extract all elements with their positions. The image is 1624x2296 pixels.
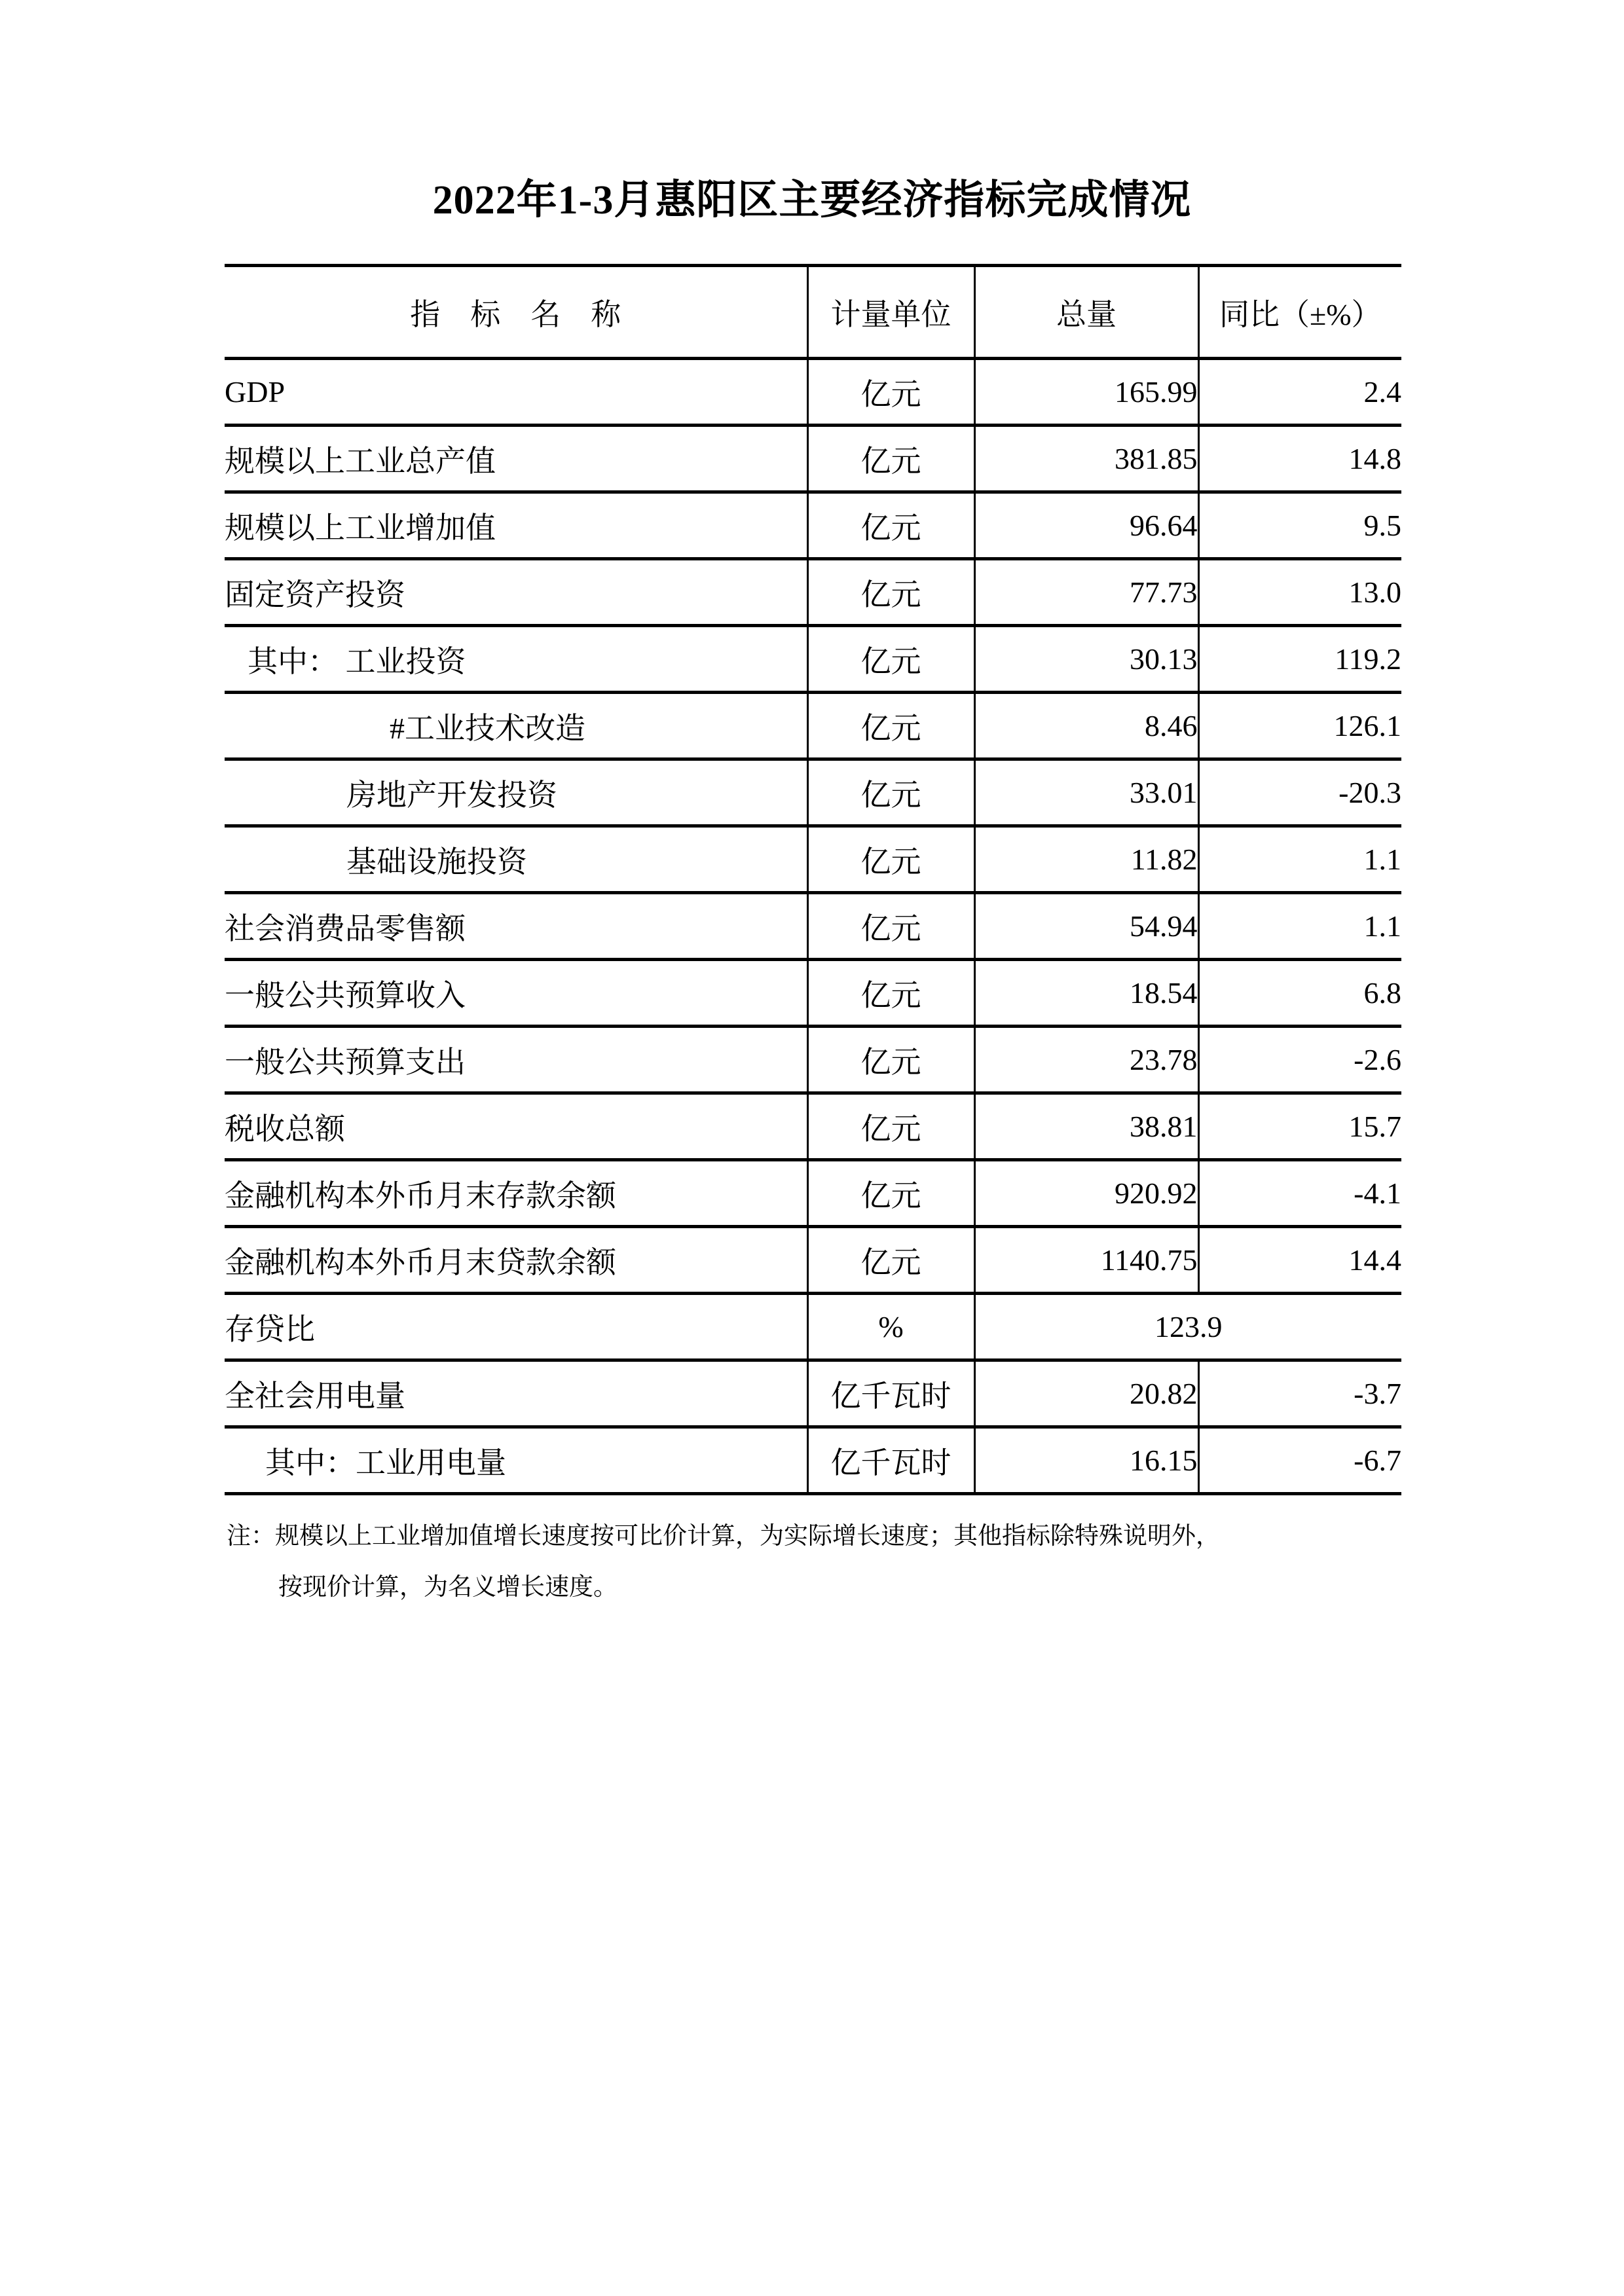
total-value-cell: 96.64 — [974, 492, 1198, 559]
total-value-cell: 20.82 — [974, 1360, 1198, 1427]
unit-cell: 亿元 — [807, 826, 974, 893]
table-row — [225, 626, 1401, 693]
table-row — [225, 1093, 1401, 1160]
table-row — [225, 359, 1401, 426]
unit-cell: 亿元 — [807, 492, 974, 559]
unit-cell: 亿元 — [807, 1227, 974, 1294]
yoy-value-cell: 1.1 — [1198, 826, 1401, 893]
yoy-value-cell: 119.2 — [1198, 626, 1401, 693]
total-value-cell: 8.46 — [974, 693, 1198, 759]
table-row — [225, 1227, 1401, 1294]
total-value-cell: 18.54 — [974, 960, 1198, 1027]
table-row — [225, 759, 1401, 826]
indicator-name-cell: 税收总额 — [225, 1112, 345, 1146]
total-value-cell: 11.82 — [974, 826, 1198, 893]
indicator-name-cell: 固定资产投资 — [225, 577, 405, 611]
document-title: 2022年1-3月惠阳区主要经济指标完成情况 — [432, 178, 1192, 223]
indicator-name-cell: 基础设施投资 — [346, 845, 527, 879]
total-value-cell: 54.94 — [974, 893, 1198, 960]
table-footnote — [227, 1511, 1412, 1613]
yoy-value-cell: -3.7 — [1198, 1360, 1401, 1427]
column-header-yoy: 同比（±%） — [1198, 266, 1401, 359]
yoy-value-cell: -4.1 — [1198, 1160, 1401, 1227]
indicator-name-cell: #工业技术改造 — [390, 711, 585, 745]
indicator-name-cell: 其中： 工业投资 — [248, 644, 466, 678]
yoy-value-cell: 15.7 — [1198, 1093, 1401, 1160]
unit-cell: 亿元 — [807, 893, 974, 960]
indicators-table — [225, 264, 1401, 1495]
total-value-cell: 123.9 — [974, 1294, 1401, 1360]
unit-cell: 亿元 — [807, 626, 974, 693]
total-value-cell: 1140.75 — [974, 1227, 1198, 1294]
yoy-value-cell: 2.4 — [1198, 359, 1401, 426]
yoy-value-cell: 14.8 — [1198, 426, 1401, 492]
column-header-indicator-name: 指 标 名 称 — [410, 297, 621, 331]
indicator-name-cell: GDP — [225, 375, 286, 409]
total-value-cell: 30.13 — [974, 626, 1198, 693]
total-value-cell: 381.85 — [974, 426, 1198, 492]
indicator-name-cell: 金融机构本外币月末存款余额 — [225, 1178, 616, 1212]
unit-cell: 亿元 — [807, 759, 974, 826]
total-value-cell: 920.92 — [974, 1160, 1198, 1227]
table-row — [225, 693, 1401, 759]
indicator-name-cell: 金融机构本外币月末贷款余额 — [225, 1245, 616, 1279]
footnote-line-2: 按现价计算，为名义增长速度。 — [278, 1574, 618, 1601]
unit-cell: 亿元 — [807, 359, 974, 426]
table-header-row — [225, 266, 1401, 359]
indicator-name-cell: 其中：工业用电量 — [265, 1446, 506, 1480]
table-row — [225, 426, 1401, 492]
indicator-name-cell: 规模以上工业总产值 — [225, 444, 496, 478]
indicator-name-cell: 全社会用电量 — [225, 1379, 405, 1413]
unit-cell: 亿元 — [807, 1093, 974, 1160]
yoy-value-cell: 14.4 — [1198, 1227, 1401, 1294]
indicator-name-cell: 一般公共预算收入 — [225, 978, 466, 1012]
table-row — [225, 492, 1401, 559]
table-row — [225, 826, 1401, 893]
table-row — [225, 1027, 1401, 1093]
yoy-value-cell: 13.0 — [1198, 559, 1401, 626]
indicator-name-cell: 一般公共预算支出 — [225, 1045, 466, 1079]
indicator-name-cell: 社会消费品零售额 — [225, 911, 466, 945]
indicator-name-cell: 房地产开发投资 — [346, 778, 557, 812]
column-header-unit: 计量单位 — [807, 266, 974, 359]
indicator-name-cell: 规模以上工业增加值 — [225, 511, 496, 545]
yoy-value-cell: 6.8 — [1198, 960, 1401, 1027]
total-value-cell: 77.73 — [974, 559, 1198, 626]
unit-cell: 亿元 — [807, 1027, 974, 1093]
unit-cell: 亿元 — [807, 559, 974, 626]
table-row — [225, 1294, 1401, 1360]
yoy-value-cell: 126.1 — [1198, 693, 1401, 759]
column-header-total: 总量 — [974, 266, 1198, 359]
table-row — [225, 893, 1401, 960]
total-value-cell: 33.01 — [974, 759, 1198, 826]
yoy-value-cell: 1.1 — [1198, 893, 1401, 960]
unit-cell: 亿元 — [807, 960, 974, 1027]
unit-cell: 亿千瓦时 — [807, 1427, 974, 1494]
unit-cell: 亿千瓦时 — [807, 1360, 974, 1427]
total-value-cell: 38.81 — [974, 1093, 1198, 1160]
unit-cell: 亿元 — [807, 426, 974, 492]
table-row — [225, 1360, 1401, 1427]
unit-cell: % — [807, 1294, 974, 1360]
yoy-value-cell: 9.5 — [1198, 492, 1401, 559]
total-value-cell: 16.15 — [974, 1427, 1198, 1494]
unit-cell: 亿元 — [807, 693, 974, 759]
indicators-table-wrapper — [225, 264, 1401, 1495]
table-row — [225, 960, 1401, 1027]
total-value-cell: 23.78 — [974, 1027, 1198, 1093]
unit-cell: 亿元 — [807, 1160, 974, 1227]
table-row — [225, 559, 1401, 626]
yoy-value-cell: -20.3 — [1198, 759, 1401, 826]
indicator-name-cell: 存贷比 — [225, 1312, 315, 1346]
yoy-value-cell: -2.6 — [1198, 1027, 1401, 1093]
table-row — [225, 1427, 1401, 1494]
table-row — [225, 1160, 1401, 1227]
total-value-cell: 165.99 — [974, 359, 1198, 426]
footnote-line-1: 注：规模以上工业增加值增长速度按可比价计算，为实际增长速度；其他指标除特殊说明外， — [227, 1523, 1220, 1550]
yoy-value-cell: -6.7 — [1198, 1427, 1401, 1494]
